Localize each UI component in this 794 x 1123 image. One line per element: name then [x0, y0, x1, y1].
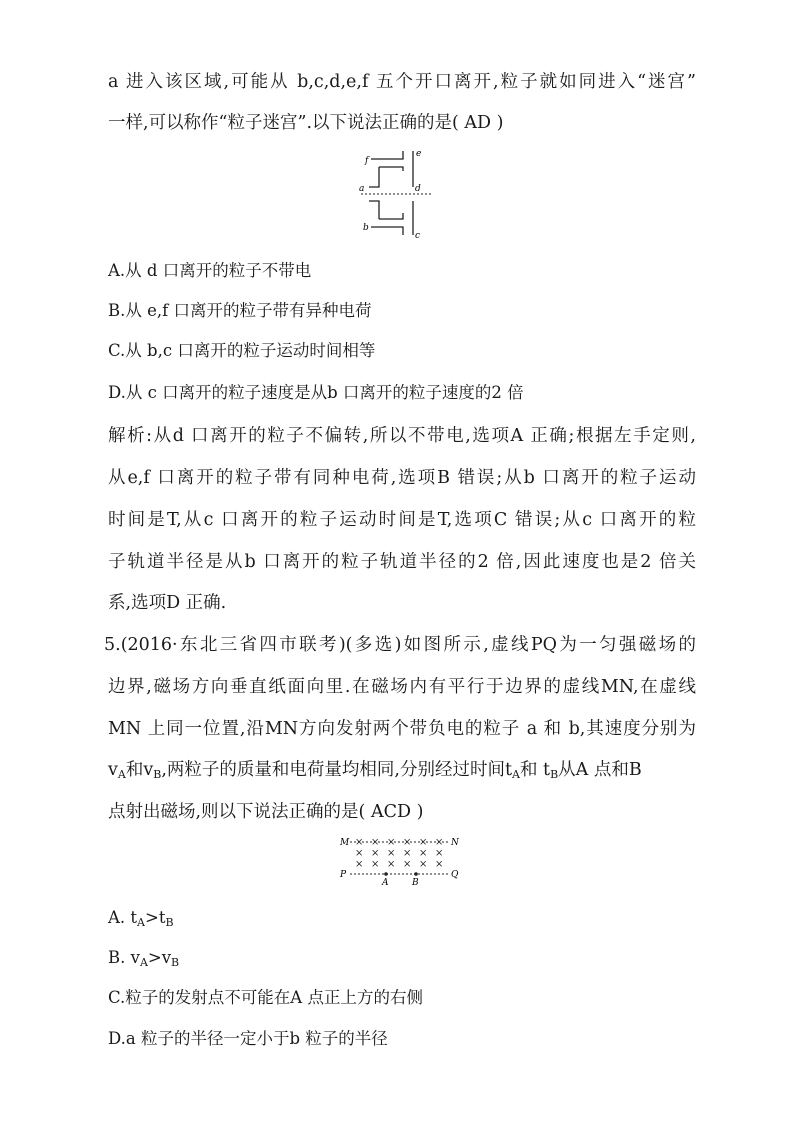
q5-option-c: C.粒子的发射点不可能在A 点正上方的右侧 [108, 988, 423, 1007]
particle-maze-figure [355, 147, 435, 239]
field-cross-mark: × [387, 837, 396, 848]
q4-analysis-line-1: 解析:从d 口离开的粒子不偏转,所以不带电,选项A 正确;根据左手定则, [108, 426, 696, 446]
label-p: P [340, 870, 347, 880]
maze-label-f: f [365, 156, 369, 166]
q5-stem-line-3: MN 上同一位置,沿MN方向发射两个带负电的粒子 a 和 b,其速度分别为 [108, 719, 696, 739]
q4-analysis-line-3: 时间是T,从c 口离开的粒子运动时间是T,选项C 错误;从c 口离开的粒 [108, 510, 696, 530]
maze-label-a: a [359, 184, 365, 194]
point-b-dot [414, 872, 418, 876]
field-cross-mark: × [419, 859, 428, 870]
label-n: N [451, 838, 459, 848]
field-cross-mark: × [371, 837, 380, 848]
field-cross-mark: × [387, 848, 396, 859]
maze-left-lower [369, 201, 379, 219]
field-cross-mark: × [403, 837, 412, 848]
field-cross-mark: × [387, 859, 396, 870]
field-cross-mark: × [403, 848, 412, 859]
field-cross-mark: × [435, 837, 444, 848]
label-q: Q [451, 870, 459, 880]
field-cross-mark: × [355, 837, 364, 848]
q4-option-a: A.从 d 口离开的粒子不带电 [108, 261, 312, 280]
q5-stem-line-5: 点射出磁场,则以下说法正确的是( ACD ) [108, 802, 424, 822]
q4-stem-line-1: a 进入该区域,可能从 b,c,d,e,f 五个开口离开,粒子就如同进入“迷宫” [108, 72, 696, 92]
field-cross-mark: × [403, 859, 412, 870]
maze-label-d: d [415, 184, 421, 194]
field-cross-mark: × [435, 848, 444, 859]
magnetic-field-figure [338, 832, 460, 888]
q5-option-b: B. $v_A>v_B$ [108, 948, 180, 969]
field-cross-mark: × [355, 848, 364, 859]
maze-bottom-wall [371, 227, 403, 235]
point-a-dot [384, 872, 388, 876]
label-a-point: A [382, 878, 389, 888]
maze-top-wall [371, 151, 403, 159]
maze-left-upper [369, 167, 379, 187]
q5-option-d: D.a 粒子的半径一定小于b 粒子的半径 [108, 1029, 388, 1048]
label-b-point: B [412, 878, 419, 888]
q5-stem-line-1: 5.(2016·东北三省四市联考)(多选)如图所示,虚线PQ为一匀强磁场的 [104, 635, 696, 655]
maze-label-b: b [363, 223, 369, 233]
q4-option-b: B.从 e,f 口离开的粒子带有异种电荷 [108, 301, 372, 320]
q5-stem-line-4: $v_A$和$v_B$,两粒子的质量和电荷量均相同,分别经过时间$t_A$和 $t_B$从A 点和B [108, 760, 642, 781]
q4-option-c: C.从 b,c 口离开的粒子运动时间相等 [108, 341, 376, 360]
q4-stem-line-2: 一样,可以称作“粒子迷宫”.以下说法正确的是( AD ) [108, 113, 504, 133]
field-cross-mark: × [419, 837, 428, 848]
q4-analysis-line-2: 从e,f 口离开的粒子带有同种电荷,选项B 错误;从b 口离开的粒子运动 [108, 468, 696, 488]
maze-label-e: e [416, 149, 422, 159]
label-m: M [340, 838, 350, 848]
q4-option-d: D.从 c 口离开的粒子速度是从b 口离开的粒子速度的2 倍 [108, 383, 524, 402]
maze-top-inner [379, 167, 403, 171]
field-cross-mark: × [371, 859, 380, 870]
maze-label-c: c [415, 231, 421, 239]
field-cross-mark: × [355, 859, 364, 870]
field-cross-mark: × [419, 848, 428, 859]
q5-option-a: A. $t_A>t_B$ [108, 908, 174, 929]
q4-analysis-line-4: 子轨道半径是从b 口离开的粒子轨道半径的2 倍,因此速度也是2 倍关 [108, 552, 696, 572]
q4-analysis-line-5: 系,选项D 正确. [108, 593, 227, 613]
maze-bottom-inner [379, 213, 403, 219]
field-cross-mark: × [435, 859, 444, 870]
field-cross-mark: × [371, 848, 380, 859]
q5-stem-line-2: 边界,磁场方向垂直纸面向里.在磁场内有平行于边界的虚线MN,在虚线 [108, 677, 696, 697]
